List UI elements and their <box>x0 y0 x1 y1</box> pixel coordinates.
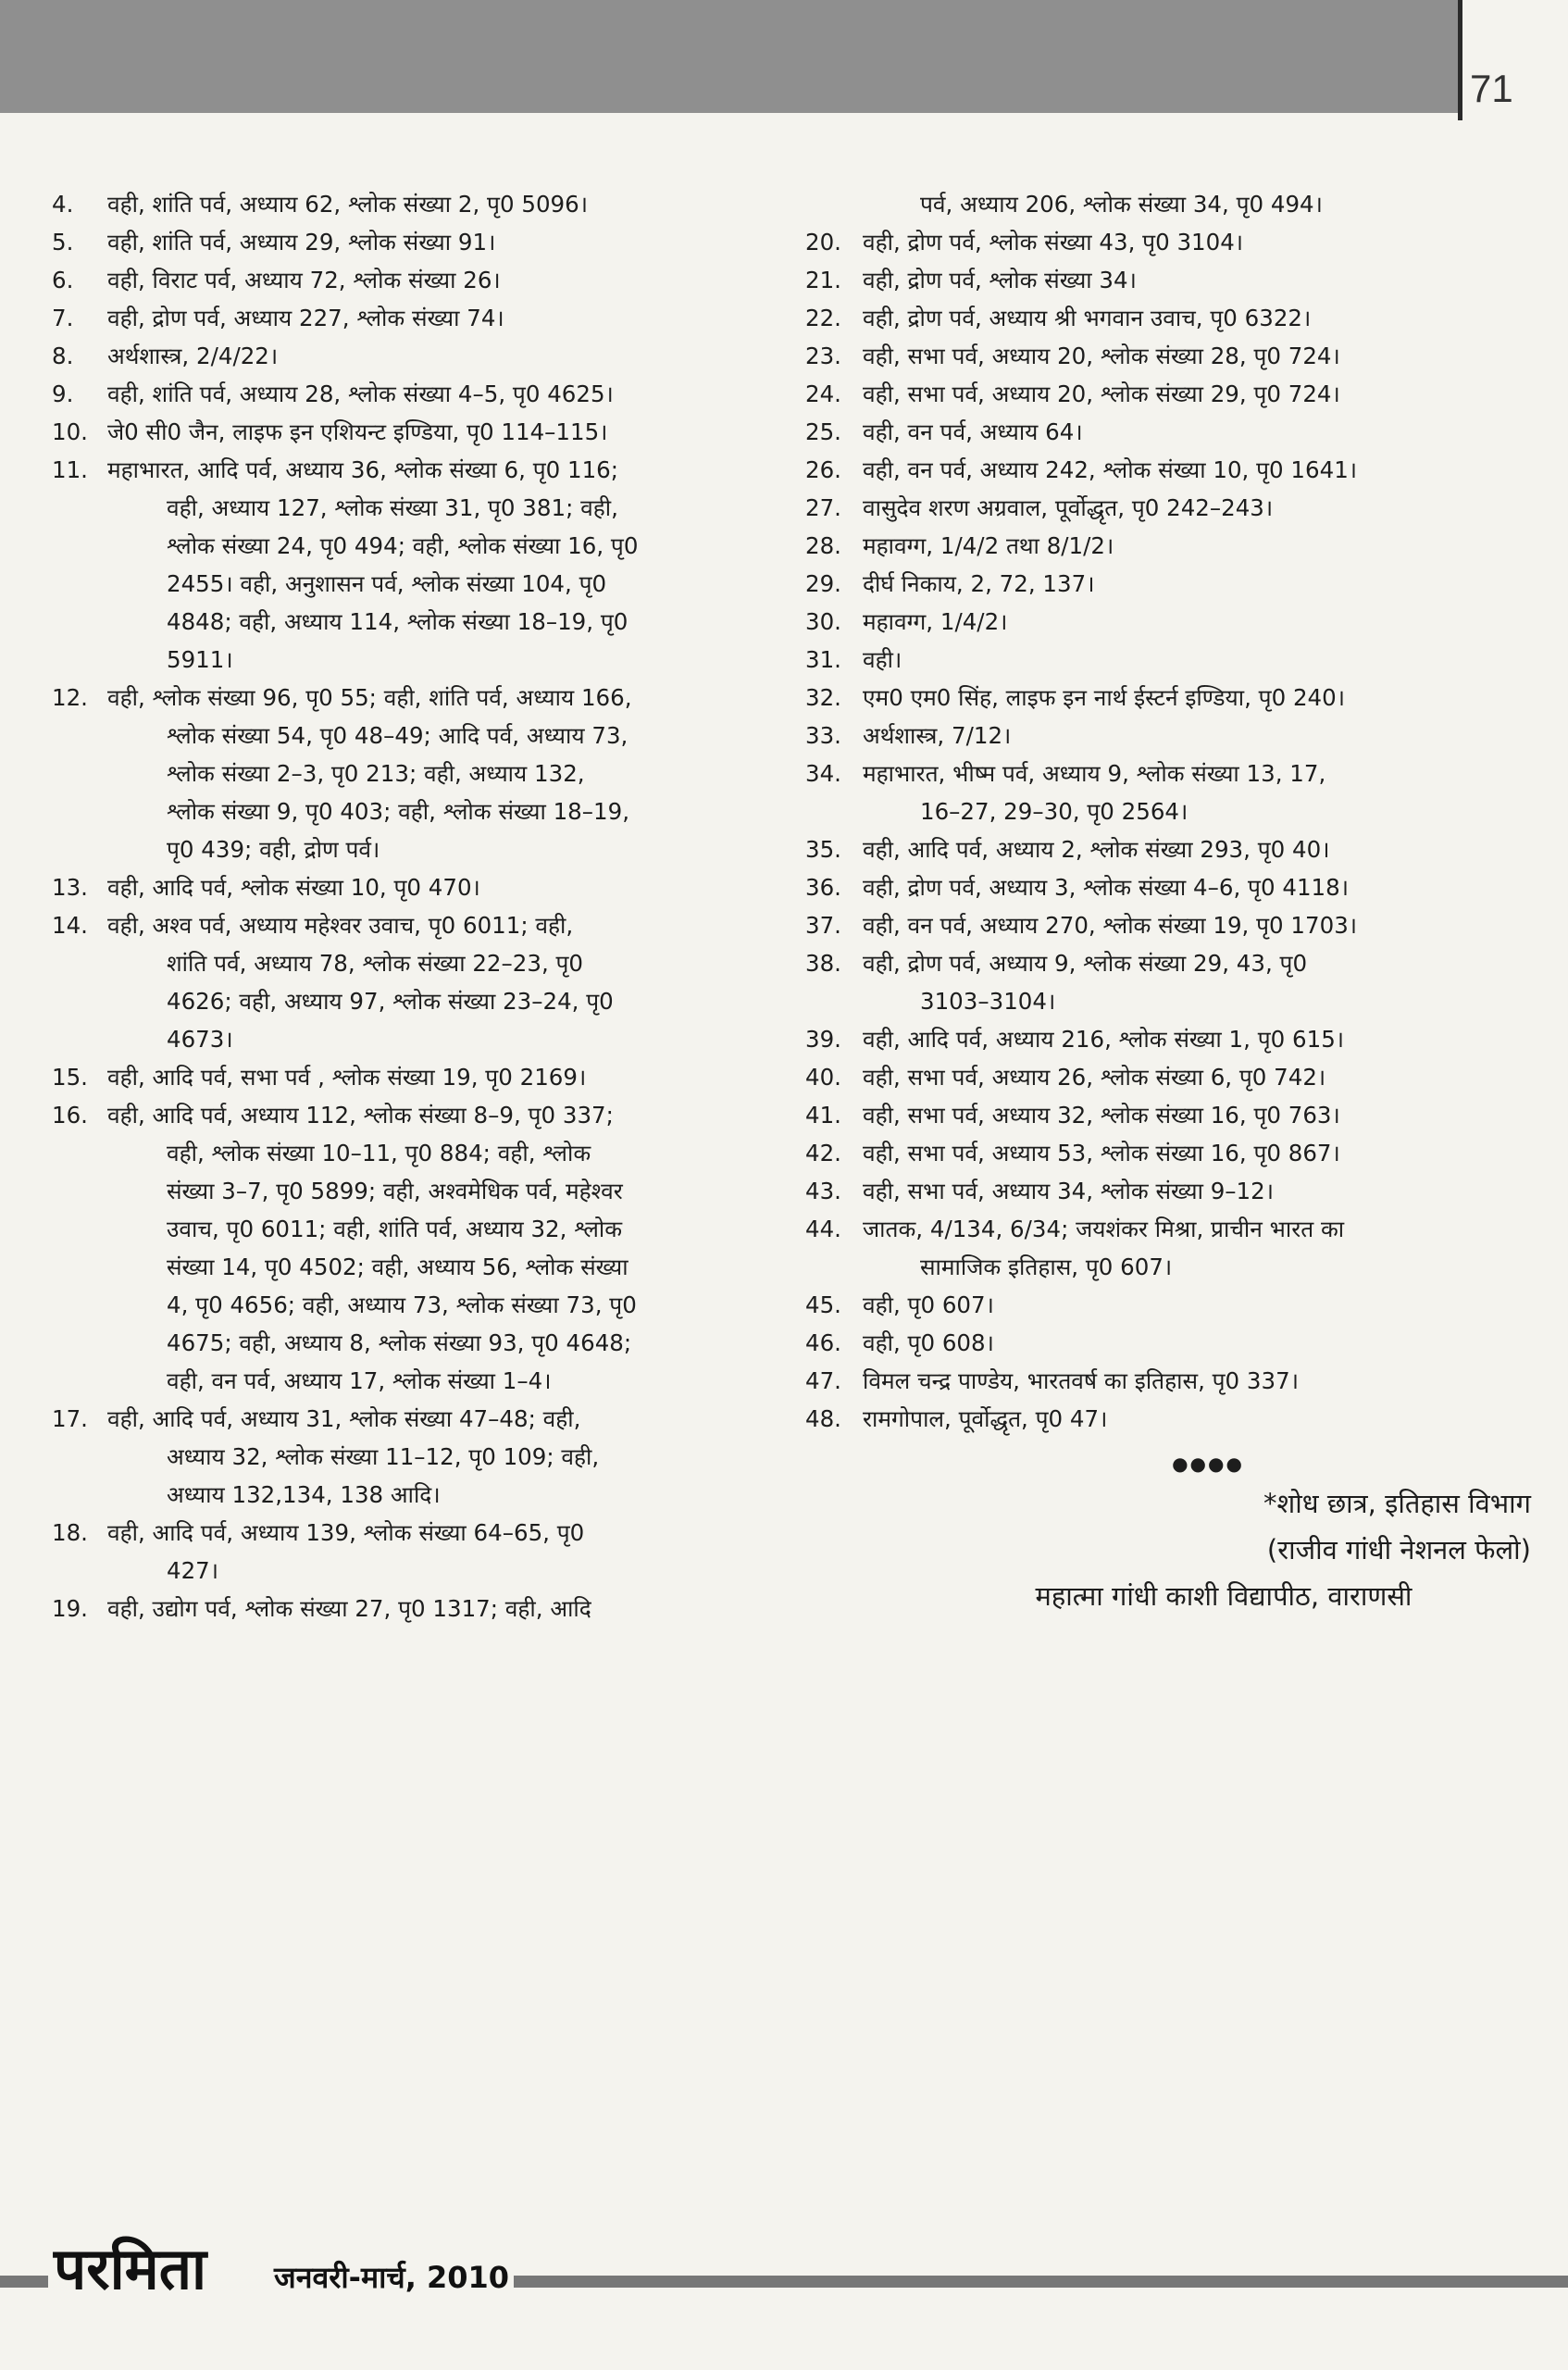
footnote-text: वही, पृ0 607। <box>863 1291 994 1318</box>
footnote-text: वही, द्रोण पर्व, श्लोक संख्या 34। <box>863 267 1137 293</box>
footnote-text: वही। <box>863 646 902 673</box>
footnotes-right-column <box>805 185 1537 1619</box>
footnote-text-continued: 4675; वही, अध्याय 8, श्लोक संख्या 93, पृ0 4648; <box>167 1329 632 1356</box>
footnote-text: वही, आदि पर्व, अध्याय 2, श्लोक संख्या 293, पृ0 40। <box>863 836 1330 863</box>
footnote-number: 17. <box>52 1405 88 1432</box>
footnote <box>805 755 1537 792</box>
footnote-text-continued: उवाच, पृ0 6011; वही, शांति पर्व, अध्याय 32, श्लोक <box>167 1216 623 1242</box>
footnote-number: 42. <box>805 1140 841 1166</box>
header-band <box>0 0 1458 113</box>
footnote-text: रामगोपाल, पूर्वोद्धृत, पृ0 47। <box>863 1405 1108 1432</box>
footnote-text: वही, पृ0 608। <box>863 1329 994 1356</box>
footnote-text: वही, सभा पर्व, अध्याय 53, श्लोक संख्या 16, पृ0 867। <box>863 1140 1340 1166</box>
footnote <box>52 906 755 944</box>
footnote-number: 37. <box>805 912 841 939</box>
footnote-number: 24. <box>805 380 841 407</box>
footnote <box>52 679 755 717</box>
footnote-text: वही, आदि पर्व, श्लोक संख्या 10, पृ0 470। <box>107 874 480 901</box>
footnote-text: वही, उद्योग पर्व, श्लोक संख्या 27, पृ0 1317; वही, आदि <box>107 1595 591 1622</box>
footnote-number: 38. <box>805 950 841 977</box>
footnote-number: 30. <box>805 608 841 635</box>
footnote <box>805 1058 1537 1096</box>
footnote-number: 23. <box>805 343 841 369</box>
footnote-number: 34. <box>805 760 841 787</box>
footnote <box>805 868 1537 906</box>
journal-title: परमिता <box>54 2235 207 2302</box>
footnote-text-continued: शांति पर्व, अध्याय 78, श्लोक संख्या 22–23, पृ0 <box>167 950 584 977</box>
footnotes-left-column <box>52 185 755 1628</box>
affiliation-line: (राजीव गांधी नेशनल फेलो) <box>1266 1534 1531 1565</box>
footnote-text: वही, सभा पर्व, अध्याय 34, श्लोक संख्या 9–12। <box>863 1178 1275 1204</box>
footer-band <box>514 2276 1568 2288</box>
footnote-number: 47. <box>805 1367 841 1394</box>
footnote-text-continued: वही, वन पर्व, अध्याय 17, श्लोक संख्या 1–4। <box>167 1367 552 1394</box>
footnote <box>52 451 755 489</box>
footnote-text-continued: श्लोक संख्या 2–3, पृ0 213; वही, अध्याय 132, <box>167 760 585 787</box>
footnote-text-continued: अध्याय 32, श्लोक संख्या 11–12, पृ0 109; वही, <box>167 1443 600 1470</box>
footnote-text: महावग्ग, 1/4/2 तथा 8/1/2। <box>863 532 1114 559</box>
footnote <box>805 717 1537 755</box>
footnote-text: विमल चन्द्र पाण्डेय, भारतवर्ष का इतिहास, पृ0 337। <box>863 1367 1299 1394</box>
footnote-text: वही, आदि पर्व, अध्याय 31, श्लोक संख्या 47–48; वही, <box>107 1405 581 1432</box>
footnote-number: 29. <box>805 570 841 597</box>
footnote-text-continued: संख्या 14, पृ0 4502; वही, अध्याय 56, श्लोक संख्या <box>167 1254 628 1280</box>
footnote-text: वही, सभा पर्व, अध्याय 32, श्लोक संख्या 16, पृ0 763। <box>863 1102 1340 1129</box>
footnote-number: 32. <box>805 684 841 711</box>
footnote-number: 12. <box>52 684 88 711</box>
footnote <box>805 223 1537 261</box>
footnote-text: वही, शांति पर्व, अध्याय 62, श्लोक संख्या 2, पृ0 5096। <box>107 191 588 218</box>
footnote-text-continued: श्लोक संख्या 54, पृ0 48–49; आदि पर्व, अध्याय 73, <box>167 722 628 749</box>
footnote-text-continued: संख्या 3–7, पृ0 5899; वही, अश्वमेधिक पर्व, महेश्वर <box>167 1178 623 1204</box>
footnote-text: वही, सभा पर्व, अध्याय 20, श्लोक संख्या 29, पृ0 724। <box>863 380 1340 407</box>
footnote <box>805 641 1537 679</box>
footnote-number: 33. <box>805 722 841 749</box>
footnote-number: 40. <box>805 1064 841 1091</box>
footnote-text: वही, द्रोण पर्व, अध्याय 227, श्लोक संख्या 74। <box>107 305 504 331</box>
footnote-number: 28. <box>805 532 841 559</box>
footnote-text-continued: 4626; वही, अध्याय 97, श्लोक संख्या 23–24, पृ0 <box>167 988 614 1015</box>
footnote <box>52 185 755 223</box>
footnote-text: वही, द्रोण पर्व, अध्याय 3, श्लोक संख्या 4–6, पृ0 4118। <box>863 874 1349 901</box>
footnote <box>805 1096 1537 1134</box>
footnotes-right-list <box>805 223 1537 1438</box>
footnote-number: 7. <box>52 305 74 331</box>
footnote <box>805 489 1537 527</box>
footnote-number: 26. <box>805 456 841 483</box>
footnote <box>805 1134 1537 1172</box>
footnote-text: जातक, 4/134, 6/34; जयशंकर मिश्रा, प्राचीन भारत का <box>863 1216 1345 1242</box>
footnote-number: 31. <box>805 646 841 673</box>
header-rule <box>1458 0 1462 120</box>
footnote <box>805 527 1537 565</box>
footnote-text: जे0 सी0 जैन, लाइफ इन एशियन्ट इण्डिया, पृ0 114–115। <box>107 418 608 445</box>
footnote-text-continued: श्लोक संख्या 24, पृ0 494; वही, श्लोक संख्या 16, पृ0 <box>167 532 639 559</box>
footer-band <box>0 2276 48 2288</box>
footnote <box>52 1590 755 1628</box>
footnote <box>52 1514 755 1552</box>
footnote-number: 36. <box>805 874 841 901</box>
footnote-number: 27. <box>805 494 841 521</box>
footnote <box>805 261 1537 299</box>
footnote-number: 16. <box>52 1102 88 1129</box>
footnote-number: 46. <box>805 1329 841 1356</box>
footnote-text: वही, वन पर्व, अध्याय 64। <box>863 418 1083 445</box>
affiliation-line: महात्मा गांधी काशी विद्यापीठ, वाराणसी <box>1035 1580 1412 1612</box>
footnote <box>805 451 1537 489</box>
affiliation-line: *शोध छात्र, इतिहास विभाग <box>1263 1488 1531 1519</box>
footnote-text-continued: 4, पृ0 4656; वही, अध्याय 73, श्लोक संख्या 73, पृ0 <box>167 1291 637 1318</box>
journal-issue: जनवरी-मार्च, 2010 <box>274 2260 510 2295</box>
footnote <box>805 1362 1537 1400</box>
footnote-number: 48. <box>805 1405 841 1432</box>
footnote-text: दीर्घ निकाय, 2, 72, 137। <box>863 570 1095 597</box>
footnote-text: महाभारत, भीष्म पर्व, अध्याय 9, श्लोक संख्या 13, 17, <box>863 760 1326 787</box>
footnote-number: 19. <box>52 1595 88 1622</box>
footnote-number: 44. <box>805 1216 841 1242</box>
footnote-text: वही, द्रोण पर्व, श्लोक संख्या 43, पृ0 3104। <box>863 229 1244 256</box>
footnote <box>52 868 755 906</box>
footnote <box>805 603 1537 641</box>
footnote <box>52 299 755 337</box>
footnote-text: अर्थशास्त्र, 7/12। <box>863 722 1012 749</box>
footnote-number: 43. <box>805 1178 841 1204</box>
footnote-number: 45. <box>805 1291 841 1318</box>
footnote <box>805 413 1537 451</box>
footnote <box>52 1058 755 1096</box>
footnote-text-continued: 4673। <box>167 1026 233 1053</box>
footnote-number: 14. <box>52 912 88 939</box>
footnote <box>805 1324 1537 1362</box>
footnote <box>805 944 1537 982</box>
footnote-text-continued: 2455। वही, अनुशासन पर्व, श्लोक संख्या 104, पृ0 <box>167 570 607 597</box>
footnote-text-continued: वही, श्लोक संख्या 10–11, पृ0 884; वही, श्लोक <box>167 1140 591 1166</box>
footnote-text: वही, आदि पर्व, अध्याय 139, श्लोक संख्या 64–65, पृ0 <box>107 1519 585 1546</box>
footnote <box>805 565 1537 603</box>
footnote-text-continued: श्लोक संख्या 9, पृ0 403; वही, श्लोक संख्या 18–19, <box>167 798 629 825</box>
footnote-number: 22. <box>805 305 841 331</box>
footnote-text: अर्थशास्त्र, 2/4/22। <box>107 343 279 369</box>
footnote-text-continued: 5911। <box>167 646 233 673</box>
footnote-text-continued: 3103–3104। <box>920 988 1056 1015</box>
footnote-number: 10. <box>52 418 88 445</box>
footnote-text: वही, आदि पर्व, अध्याय 216, श्लोक संख्या 1, पृ0 615। <box>863 1026 1345 1053</box>
footnote-text: वही, वन पर्व, अध्याय 242, श्लोक संख्या 10, पृ0 1641। <box>863 456 1358 483</box>
footnote <box>52 413 755 451</box>
footnote-text: वही, सभा पर्व, अध्याय 26, श्लोक संख्या 6, पृ0 742। <box>863 1064 1326 1091</box>
footnote <box>805 906 1537 944</box>
footnote-text: वही, आदि पर्व, अध्याय 112, श्लोक संख्या 8–9, पृ0 337; <box>107 1102 614 1129</box>
footnote-text-continued: पृ0 439; वही, द्रोण पर्व। <box>167 836 380 863</box>
footnote <box>52 337 755 375</box>
footnote-number: 35. <box>805 836 841 863</box>
footnote-text: महावग्ग, 1/4/2। <box>863 608 1008 635</box>
footnote-number: 11. <box>52 456 88 483</box>
footnote-number: 41. <box>805 1102 841 1129</box>
footnote-text: वही, शांति पर्व, अध्याय 29, श्लोक संख्या 91। <box>107 229 496 256</box>
footnote-number: 39. <box>805 1026 841 1053</box>
footnote <box>52 223 755 261</box>
footnote <box>52 375 755 413</box>
footnote-text: महाभारत, आदि पर्व, अध्याय 36, श्लोक संख्या 6, पृ0 116; <box>107 456 619 483</box>
footnote-number: 8. <box>52 343 74 369</box>
footnote <box>805 299 1537 337</box>
footnote-number: 13. <box>52 874 88 901</box>
footnote-number: 15. <box>52 1064 88 1091</box>
footnote <box>52 1400 755 1438</box>
footnote <box>805 1172 1537 1210</box>
footnote-text-continued: 16–27, 29–30, पृ0 2564। <box>920 798 1188 825</box>
footnote-number: 5. <box>52 229 74 256</box>
footnote-text: वही, द्रोण पर्व, अध्याय 9, श्लोक संख्या 29, 43, पृ0 <box>863 950 1308 977</box>
footnote-number: 9. <box>52 380 74 407</box>
footnote-number: 4. <box>52 191 74 218</box>
footnote-continuation: पर्व, अध्याय 206, श्लोक संख्या 34, पृ0 494। <box>920 191 1323 218</box>
footnote <box>805 1400 1537 1438</box>
footnote <box>805 337 1537 375</box>
footnote-text: वही, अश्व पर्व, अध्याय महेश्वर उवाच, पृ0 6011; वही, <box>107 912 574 939</box>
footnote-text-continued: वही, अध्याय 127, श्लोक संख्या 31, पृ0 381; वही, <box>167 494 618 521</box>
footnote-text: वही, द्रोण पर्व, अध्याय श्री भगवान उवाच, पृ0 6322। <box>863 305 1312 331</box>
footnote-number: 20. <box>805 229 841 256</box>
footnote <box>805 830 1537 868</box>
footnote-text: वही, वन पर्व, अध्याय 270, श्लोक संख्या 19, पृ0 1703। <box>863 912 1358 939</box>
footnote-text-continued: सामाजिक इतिहास, पृ0 607। <box>920 1254 1173 1280</box>
page-number: 71 <box>1470 67 1513 110</box>
footnote-number: 21. <box>805 267 841 293</box>
footnote-number: 6. <box>52 267 74 293</box>
footnote-text-continued: 4848; वही, अध्याय 114, श्लोक संख्या 18–19, पृ0 <box>167 608 628 635</box>
footnote <box>805 1020 1537 1058</box>
footnote <box>52 261 755 299</box>
footnote-text: एम0 एम0 सिंह, लाइफ इन नार्थ ईस्टर्न इण्डिया, पृ0 240। <box>863 684 1345 711</box>
footnote-text-continued: 427। <box>167 1557 219 1584</box>
author-affiliation <box>805 1480 1537 1619</box>
footnote-text: वही, सभा पर्व, अध्याय 20, श्लोक संख्या 28, पृ0 724। <box>863 343 1340 369</box>
footnote-text: वही, विराट पर्व, अध्याय 72, श्लोक संख्या 26। <box>107 267 501 293</box>
footnote <box>805 679 1537 717</box>
footnote-text: वही, श्लोक संख्या 96, पृ0 55; वही, शांति पर्व, अध्याय 166, <box>107 684 632 711</box>
footnote-number: 18. <box>52 1519 88 1546</box>
footnote <box>805 1286 1537 1324</box>
footnote <box>805 1210 1537 1248</box>
footnote-text: वासुदेव शरण अग्रवाल, पूर्वोद्धृत, पृ0 242–243। <box>863 494 1274 521</box>
section-end-ornament: ●●●● <box>1172 1453 1244 1475</box>
footnote-text: वही, आदि पर्व, सभा पर्व , श्लोक संख्या 19, पृ0 2169। <box>107 1064 587 1091</box>
footnote-number: 25. <box>805 418 841 445</box>
footnote-text-continued: अध्याय 132,134, 138 आदि। <box>167 1481 441 1508</box>
footnote <box>805 375 1537 413</box>
footnote-text: वही, शांति पर्व, अध्याय 28, श्लोक संख्या 4–5, पृ0 4625। <box>107 380 614 407</box>
footnote <box>52 1096 755 1134</box>
